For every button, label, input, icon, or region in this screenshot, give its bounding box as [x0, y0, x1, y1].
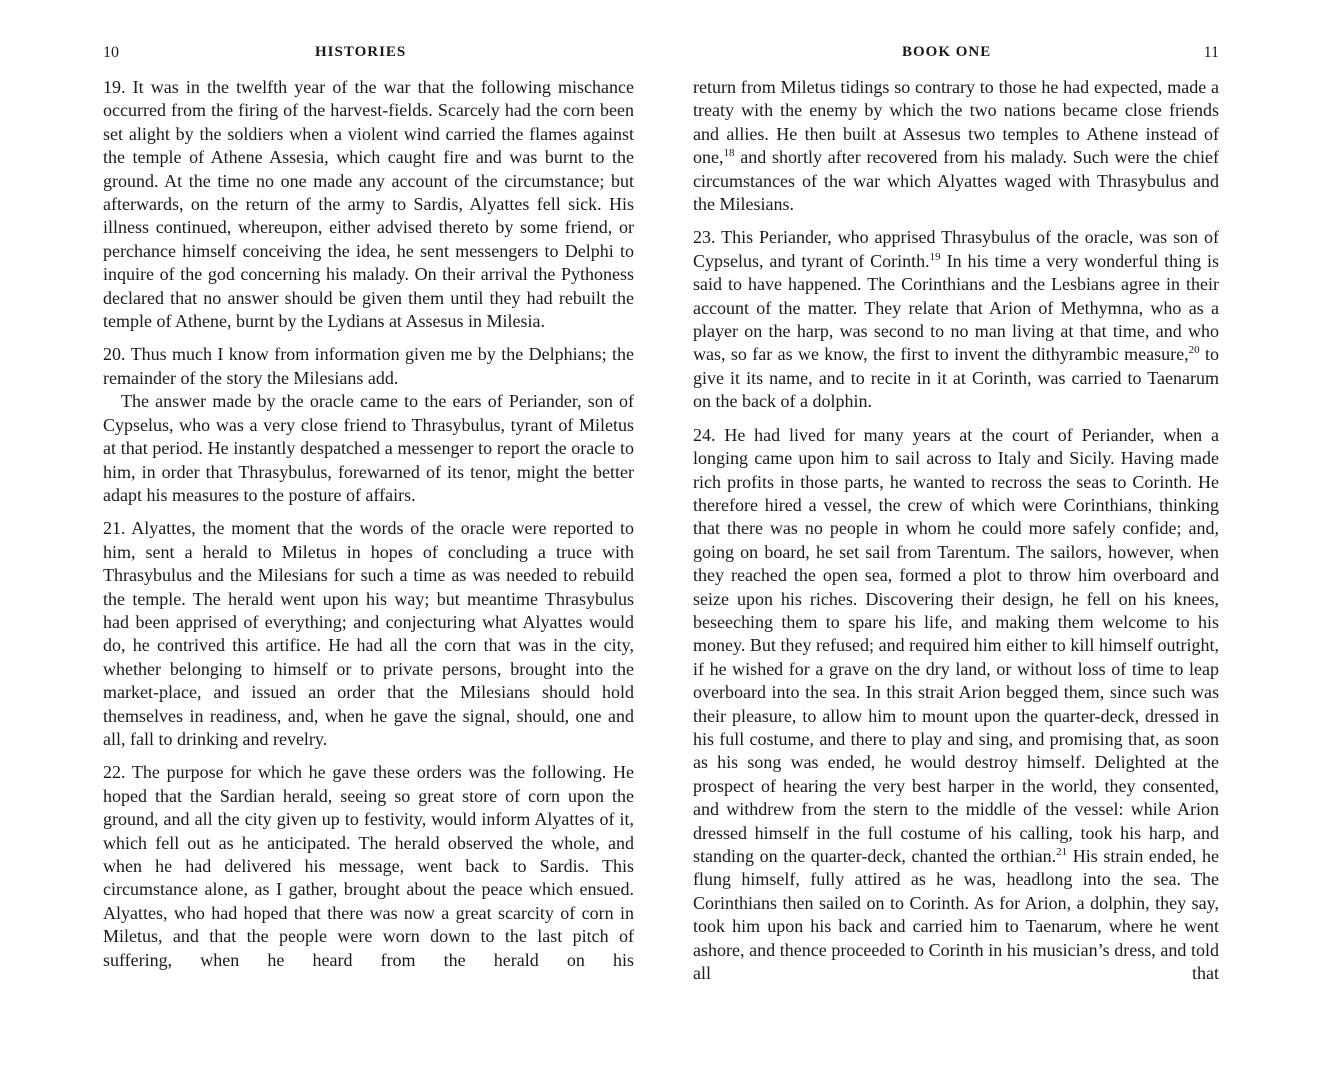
paragraph-21: 21. Alyattes, the moment that the words of the oracle were reported to him, sent a herald to Miletus in hopes of concluding a truce with Thrasybulus and the Milesians for such a time as was needed to rebuild the temple. The herald went upon his way; but meantime Thrasybulus had been apprised of everything; and conjecturing what Alyattes would do, he contrived this artifice. He had all the corn that was in the city, whether belonging to himself or to private persons, brought into the market-place, and issued an order that the Milesians should hold themselves in readiness, and, when he gave the signal, should, one and all, fall to drinking and revelry. — [103, 518, 634, 749]
text-run: In his time a very wonderful thing is said to have happened. The Corinthians and the Lesbians agree in their account of the matter. They relate that Arion of Methymna, who as a player on the harp, was second to no man living at that time, and who was, so far as we know, the first to invent the dithyrambic measure, — [693, 250, 1219, 365]
paragraph-22-continued — [693, 76, 1219, 216]
text-run: 23. This Periander, who apprised Thrasybulus of the oracle, was son of Cypselus, and tyrant of Corinth. — [693, 227, 1219, 271]
footnote-ref-21[interactable]: 21 — [1056, 846, 1068, 858]
text-run: return from Miletus tidings so contrary to those he had expected, made a treaty with the enemy by which the two nations became close friends and allies. He then built at Assesus two temples to Athene instead of one, — [693, 77, 1219, 168]
page-number: 10 — [103, 44, 119, 61]
paragraph-24 — [693, 424, 1219, 986]
footnote-ref-19[interactable]: 19 — [929, 250, 941, 263]
footnote-ref-18[interactable]: 18 — [723, 147, 735, 160]
paragraph-23 — [693, 226, 1219, 413]
footnote-ref-20[interactable]: 20 — [1188, 344, 1200, 357]
left-page-body — [103, 76, 634, 972]
paragraph-19: 19. It was in the twelfth year of the war that the following mischance occurred from the firing of the harvest-fields. Scarcely had the corn been set alight by the soldiers when a violent wind carried the flames against the temple of Athene Assesia, which caught fire and was burnt to the ground. At the time no one made any account of the circumstance; but afterwards, on the return of the army to Sardis, Alyattes fell sick. His illness continued, whereupon, either advised thereto by some friend, or perchance himself conceiving the idea, he sent messengers to Delphi to inquire of the god concerning his malady. On their arrival the Pythoness declared that no answer should be given them until they had rebuilt the temple of Athene, burnt by the Lydians at Assesus in Milesia. — [103, 77, 634, 332]
right-page-body — [693, 76, 1219, 985]
text-run: to give it its name, and to recite in it at Corinth, was carried to Taenarum on the back of a dolphin. — [693, 344, 1219, 412]
paragraph-22: 22. The purpose for which he gave these orders was the following. He hoped that the Sardian herald, seeing so great store of corn upon the ground, and all the city given up to festivity, would inform Alyattes of it, which fell out as he anticipated. The herald observed the whole, and when he had delivered his message, went back to Sardis. This circumstance alone, as I gather, brought about the peace which ensued. Alyattes, who had hoped that there was now a great scarcity of corn in Miletus, and that the people were worn down to the last pitch of suffering, when he heard from the herald on his — [103, 762, 634, 970]
paragraph-20-continued: The answer made by the oracle came to the ears of Periander, son of Cypselus, who was a very close friend to Thrasybulus, tyrant of Miletus at that period. He instantly despatched a messenger to report the oracle to him, in order that Thrasybulus, forewarned of its tenor, might the better adapt his measures to the posture of affairs. — [103, 391, 634, 505]
running-head: BOOK ONE — [902, 44, 992, 60]
paragraph-20: 20. Thus much I know from information given me by the Delphians; the remainder of the story the Milesians add. — [103, 344, 634, 388]
text-run: 24. He had lived for many years at the court of Periander, when a longing came upon him to sail across to Italy and Sicily. Having made rich profits in those parts, he wanted to recross the seas to Corinth. He therefore hired a vessel, the crew of which were Corinthians, thinking that there was no people in whom he could more safely confide; and, going on board, he set sail from Tarentum. The sailors, however, when they reached the open sea, formed a plot to throw him overboard and seize upon his riches. Discovering their design, he fell on his knees, beseeching them to spare his life, and making them welcome to his money. But they refused; and required him either to kill himself outright, if he wished for a grave on the dry land, or without loss of time to leap overboard into the sea. In this strait Arion begged them, since such was their pleasure, to allow him to mount upon the quarter-deck, dressed in his full costume, and there to play and sing, and promising that, as soon as his song was ended, he would destroy himself. Delighted at the prospect of hearing the very best harper in the world, they consented, and withdrew from the stern to the middle of the vessel: while Arion dressed himself in the full costume of his calling, took his harp, and standing on the quarter-deck, chanted the orthian. — [693, 424, 1219, 866]
text-run: and shortly after recovered from his malady. Such were the chief circumstances of the war which Alyattes waged with Thrasybulus and the Milesians. — [693, 147, 1219, 215]
page-number: 11 — [1203, 44, 1219, 61]
right-page-header — [693, 44, 1219, 66]
text-run: His strain ended, he flung himself, fully attired as he was, headlong into the sea. The Corinthians then sailed on to Corinth. As for Arion, a dolphin, they say, took him upon his back and carried him to Taenarum, where he went ashore, and thence proceeded to Corinth in his musician’s dress, and told all that — [693, 846, 1219, 984]
running-head: HISTORIES — [315, 44, 407, 60]
left-page-header — [103, 44, 634, 66]
